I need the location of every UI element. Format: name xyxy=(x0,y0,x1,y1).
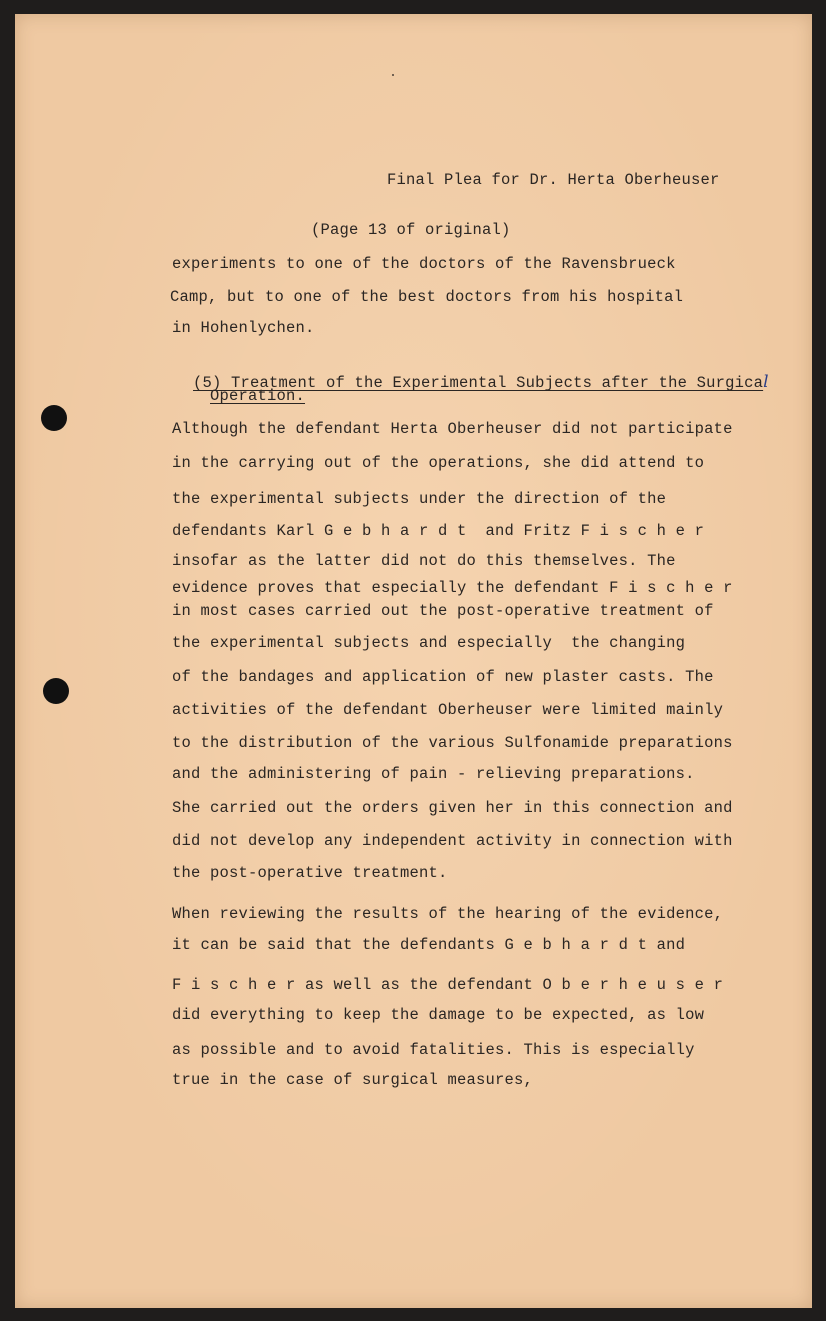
handwritten-correction: l xyxy=(763,372,769,392)
text-line: it can be said that the defendants G e b h a r d t and xyxy=(172,936,686,954)
section-heading-text: (5) Treatment of the Experimental Subjects after the Surgica xyxy=(193,374,764,392)
document-title: Final Plea for Dr. Herta Oberheuser xyxy=(387,171,720,189)
text-line: the experimental subjects under the direction of the xyxy=(172,490,667,508)
page-reference: (Page 13 of original) xyxy=(311,221,511,239)
text-line: to the distribution of the various Sulfonamide preparations xyxy=(172,734,733,752)
text-line: did everything to keep the damage to be expected, as low xyxy=(172,1006,705,1024)
text-line: experiments to one of the doctors of the Ravensbrueck xyxy=(172,255,676,273)
text-line: of the bandages and application of new plaster casts. The xyxy=(172,668,714,686)
document-page xyxy=(15,14,812,1308)
text-line: activities of the defendant Oberheuser were limited mainly xyxy=(172,701,724,719)
text-line: the post-operative treatment. xyxy=(172,864,448,882)
text-line: as possible and to avoid fatalities. This is especially xyxy=(172,1041,695,1059)
text-line: did not develop any independent activity in connection with xyxy=(172,832,733,850)
text-line: true in the case of surgical measures, xyxy=(172,1071,534,1089)
text-line: Camp, but to one of the best doctors from his hospital xyxy=(170,288,684,306)
punch-hole-top xyxy=(41,405,67,431)
text-line: in the carrying out of the operations, she did attend to xyxy=(172,454,705,472)
text-line: evidence proves that especially the defendant F i s c h e r xyxy=(172,579,733,597)
paper-speck xyxy=(392,74,394,76)
text-line: insofar as the latter did not do this themselves. The xyxy=(172,552,676,570)
text-line: When reviewing the results of the hearing of the evidence, xyxy=(172,905,724,923)
text-line: and the administering of pain - relieving preparations. xyxy=(172,765,695,783)
section-heading-continued: Operation. xyxy=(210,387,306,405)
text-line: in Hohenlychen. xyxy=(172,319,315,337)
text-line: She carried out the orders given her in this connection and xyxy=(172,799,733,817)
text-line: the experimental subjects and especially the changing xyxy=(172,634,686,652)
text-line: F i s c h e r as well as the defendant O b e r h e u s e r xyxy=(172,976,724,994)
text-line: defendants Karl G e b h a r d t and Fritz F i s c h e r xyxy=(172,522,705,540)
text-line: Although the defendant Herta Oberheuser did not participate xyxy=(172,420,733,438)
text-line: in most cases carried out the post-operative treatment of xyxy=(172,602,714,620)
punch-hole-bottom xyxy=(43,678,69,704)
